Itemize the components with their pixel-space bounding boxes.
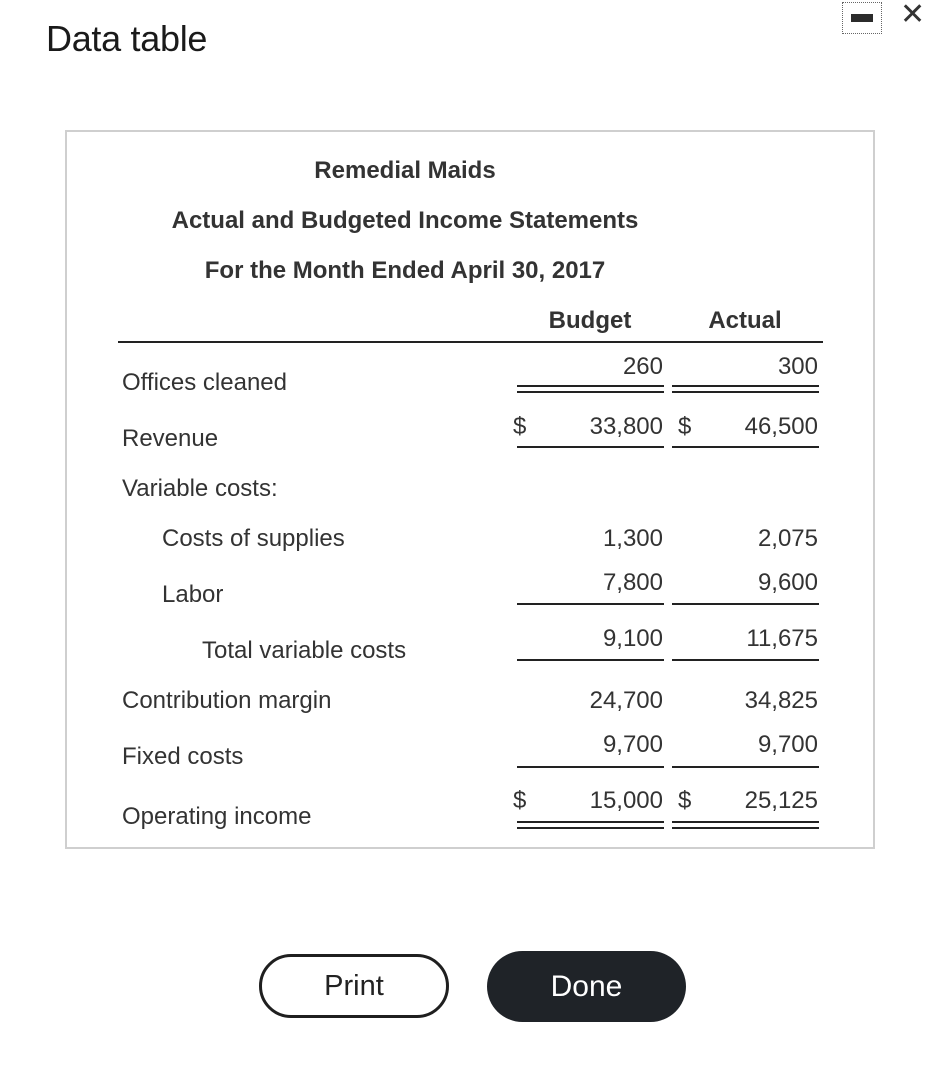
budget-contribution-margin: 24,700 [589,687,663,714]
minimize-button[interactable] [842,2,882,34]
budget-fixed-costs: 9,700 [602,731,663,758]
row-label-costs-of-supplies: Costs of supplies [162,525,345,552]
actual-contribution-margin: 34,825 [744,687,818,714]
rule [672,446,819,448]
actual-fixed-costs: 9,700 [757,731,818,758]
print-button[interactable]: Print [259,954,449,1018]
row-label-fixed-costs: Fixed costs [122,743,244,770]
dialog-title: Data table [46,18,208,59]
actual-offices-cleaned: 300 [777,353,818,380]
budget-total-variable-costs: 9,100 [602,625,663,652]
actual-total-variable-costs: 11,675 [746,625,818,652]
rule [672,827,819,829]
rule [672,821,819,823]
row-label-labor: Labor [162,581,224,608]
rule [672,659,819,661]
actual-revenue: 46,500 [744,413,818,440]
header-rule [118,341,823,343]
rule [517,391,664,393]
budget-offices-cleaned: 260 [622,353,663,380]
rule [517,827,664,829]
budget-labor: 7,800 [602,569,663,596]
rule [517,659,664,661]
rule [517,766,664,768]
budget-costs-of-supplies: 1,300 [602,525,663,552]
done-button[interactable]: Done [487,951,686,1022]
rule [517,385,664,387]
row-label-offices-cleaned: Offices cleaned [122,369,287,396]
budget-operating-income: 15,000 [589,787,663,814]
column-header-budget: Budget [548,307,632,334]
company-name: Remedial Maids [314,157,496,184]
rule [517,603,664,605]
statement-title: Actual and Budgeted Income Statements [171,207,639,234]
currency-symbol: $ [513,413,527,440]
currency-symbol: $ [678,413,692,440]
rule [672,385,819,387]
actual-operating-income: 25,125 [744,787,818,814]
minimize-icon [851,14,873,22]
row-label-revenue: Revenue [122,425,219,452]
row-label-total-variable-costs: Total variable costs [202,637,407,664]
budget-revenue: 33,800 [589,413,663,440]
rule [672,391,819,393]
rule [672,766,819,768]
column-header-actual: Actual [708,307,782,334]
rule [517,446,664,448]
row-label-variable-costs: Variable costs: [122,475,278,502]
currency-symbol: $ [678,787,692,814]
actual-labor: 9,600 [757,569,818,596]
rule [672,603,819,605]
row-label-operating-income: Operating income [122,803,312,830]
close-icon[interactable]: ✕ [900,0,925,31]
statement-period: For the Month Ended April 30, 2017 [204,257,606,284]
row-label-contribution-margin: Contribution margin [122,687,332,714]
currency-symbol: $ [513,787,527,814]
rule [517,821,664,823]
actual-costs-of-supplies: 2,075 [757,525,818,552]
